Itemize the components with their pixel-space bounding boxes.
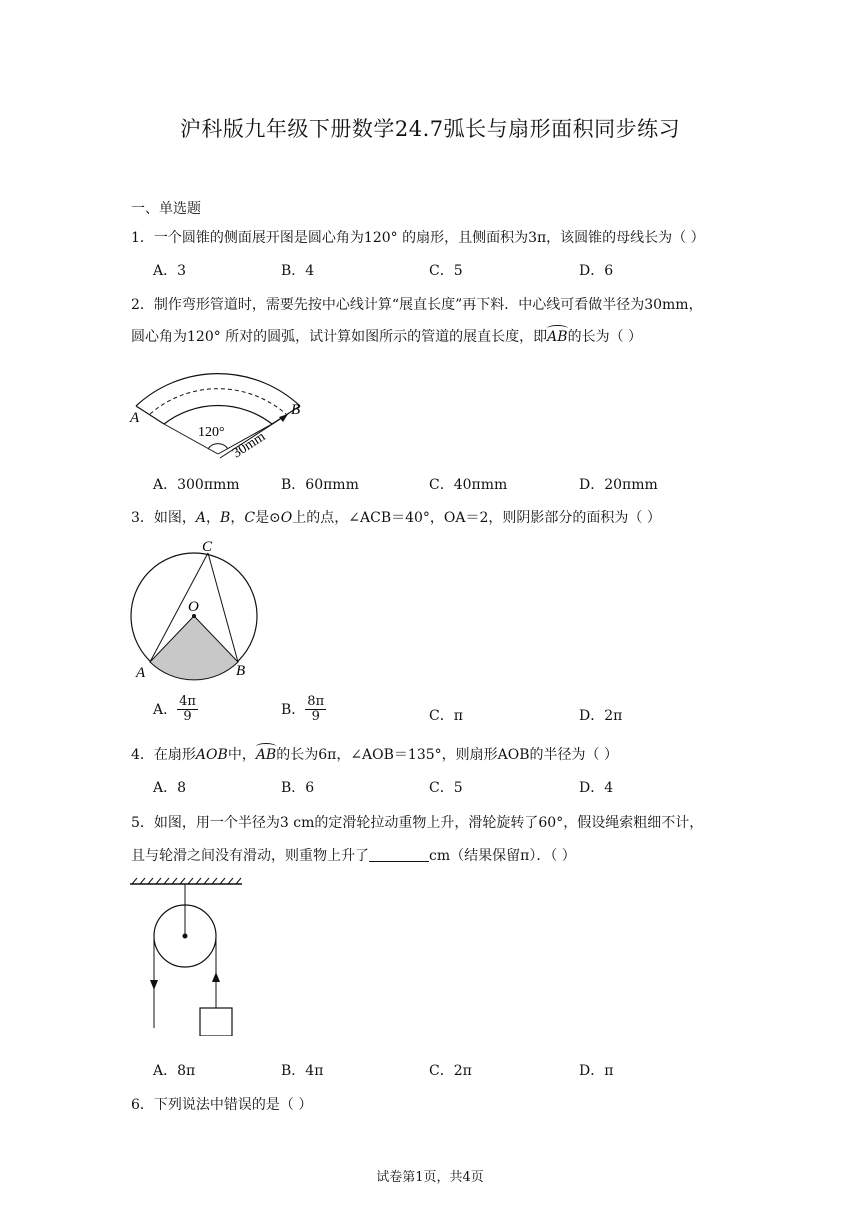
q3-option-b-num: 8π <box>307 694 325 709</box>
q3-point-a: A <box>195 510 207 526</box>
section-heading: 一、单选题 <box>131 201 201 217</box>
q2-line2-post: 的长为（ ） <box>567 329 643 345</box>
q4-option-c: C．5 <box>429 780 463 796</box>
q2-option-a: A．300πmm <box>153 477 240 493</box>
question-1-text: 1．一个圆锥的侧面展开图是圆心角为120° 的扇形，且侧面积为3π，该圆锥的母线长为（ ） <box>131 230 705 246</box>
q3-sep-1: ， <box>206 510 221 526</box>
q2-option-b: B．60πmm <box>281 477 359 493</box>
q4-option-b: B．6 <box>281 780 315 796</box>
q3-point-o: O <box>280 510 293 526</box>
fig3-label-a: A <box>136 665 146 681</box>
fig2-label-b: B <box>291 402 301 418</box>
q3-post: 上的点，∠ACB＝40°，OA＝2，则阴影部分的面积为（ ） <box>292 510 661 526</box>
q1-option-d: D．6 <box>579 263 614 279</box>
q3-option-d <box>579 705 622 725</box>
q4-arc-ab-symbol: AB <box>255 747 277 763</box>
q3-option-a-fraction <box>177 695 198 725</box>
q3-option-c-label: C． <box>429 708 454 724</box>
q3-option-c <box>429 705 463 725</box>
q3-pre: 3．如图， <box>131 510 196 526</box>
q3-option-c-value: π <box>453 708 463 724</box>
circle-sector-figure <box>128 536 268 684</box>
q5-line2-post: cm（结果保留π）．（ ） <box>429 848 576 864</box>
q2-option-c: C．40πmm <box>429 477 508 493</box>
q1-option-a: A．3 <box>153 263 187 279</box>
q3-option-b-label: B． <box>281 701 306 718</box>
fig2-angle-label: 120° <box>198 425 225 440</box>
question-2-line-1: 2．制作弯形管道时，需要先按中心线计算“展直长度”再下料．中心线可看做半径为30mm， <box>131 297 703 313</box>
q4-mid: 中， <box>227 747 256 763</box>
pulley-figure <box>128 876 248 1036</box>
page-footer: 试卷第1页，共4页 <box>376 1170 484 1185</box>
q1-option-c: C．5 <box>429 263 463 279</box>
q2-line2-pre: 圆心角为120° 所对的圆弧，试计算如图所示的管道的展直长度，即 <box>131 329 548 345</box>
q4-option-a: A．8 <box>153 780 187 796</box>
q3-option-a-label: A． <box>153 701 178 718</box>
q3-option-a-den: 9 <box>183 709 192 725</box>
q3-option-d-label: D． <box>579 708 605 724</box>
fig3-label-o: O <box>188 599 199 615</box>
q4-post: 的长为6π，∠AOB＝135°，则扇形AOB的半径为（ ） <box>276 747 618 763</box>
q3-mid: 是⊙ <box>255 510 281 526</box>
question-5-line-2 <box>131 845 576 865</box>
question-6-text: 6．下列说法中错误的是（ ） <box>131 1097 313 1113</box>
arc-ab-symbol: AB <box>547 329 568 345</box>
fig2-label-a: A <box>130 410 140 426</box>
q3-sep-2: ， <box>230 510 245 526</box>
question-3-text <box>131 507 661 527</box>
q3-point-b: B <box>220 510 231 526</box>
q5-option-a: A．8π <box>153 1063 196 1079</box>
q3-option-a <box>153 695 198 725</box>
page-title: 沪科版九年级下册数学24.7弧长与扇形面积同步练习 <box>179 117 681 141</box>
q3-option-b <box>281 695 326 725</box>
fig3-label-b: B <box>236 663 246 679</box>
q3-option-b-den: 9 <box>311 709 320 725</box>
q3-option-d-value: 2π <box>604 708 623 724</box>
question-5-line-1: 5．如图，用一个半径为3 cm的定滑轮拉动重物上升，滑轮旋转了60°，假设绳索粗细不计， <box>131 815 704 831</box>
q4-pre: 4．在扇形 <box>131 747 196 763</box>
q3-point-c: C <box>244 510 256 526</box>
q1-option-b: B．4 <box>281 263 315 279</box>
pipe-sector-figure <box>128 354 308 464</box>
q3-option-a-num: 4π <box>179 694 196 709</box>
q2-option-d: D．20πmm <box>579 477 658 493</box>
q4-sector-name: AOB <box>195 747 228 763</box>
question-4-text <box>131 744 618 764</box>
q5-option-b: B．4π <box>281 1063 324 1079</box>
q5-option-c: C．2π <box>429 1063 472 1079</box>
answer-blank <box>369 847 429 862</box>
q5-option-d: D．π <box>579 1063 614 1079</box>
q3-option-b-fraction <box>305 695 326 725</box>
q4-option-d: D．4 <box>579 780 614 796</box>
fig3-label-c: C <box>202 539 213 555</box>
fig2-radius-label: 30mm <box>230 429 269 462</box>
q5-line2-pre: 且与轮滑之间没有滑动，则重物上升了 <box>131 848 369 864</box>
question-2-line-2 <box>131 326 642 346</box>
